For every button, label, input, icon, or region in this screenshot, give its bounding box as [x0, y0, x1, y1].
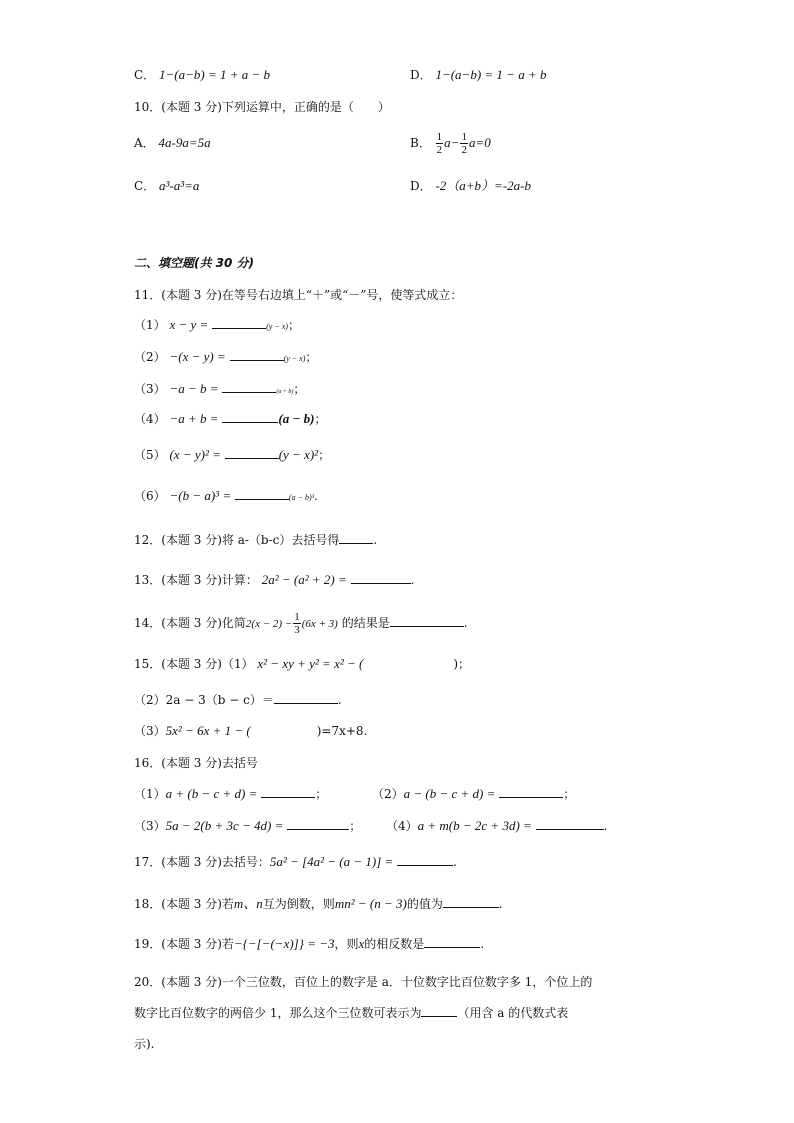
q11-stem: 11．(本题 3 分)在等号右边填上“＋”或“－”号，使等式成立： [134, 288, 463, 302]
answer-blank[interactable] [212, 316, 266, 329]
fraction: $\frac{1}{2}$ [436, 131, 443, 156]
q16-stem: 16．(本题 3 分)去括号 [134, 756, 258, 770]
prev-option-c: C． 1−(a−b) = 1 + a − b [134, 67, 271, 82]
section-heading: 二、填空题(共 30 分) [134, 256, 255, 270]
answer-blank[interactable] [225, 446, 279, 459]
answer-blank[interactable] [222, 380, 276, 393]
q12: 12．(本题 3 分)将 a-（b-c）去括号得 . [134, 533, 378, 547]
q13: 13．(本题 3 分)计算： 2a² − (a² + 2) = . [134, 572, 415, 587]
answer-blank[interactable] [536, 817, 604, 830]
answer-blank[interactable] [287, 817, 349, 830]
answer-blank[interactable] [339, 531, 373, 544]
answer-blank[interactable] [443, 895, 499, 908]
q11-item-4: （4） −a + b = (a − b)； [134, 411, 327, 426]
answer-blank[interactable] [424, 935, 480, 948]
q15-part-1: 15．(本题 3 分)（1） x² − xy + y² = x² − ( )； [134, 656, 471, 671]
prev-option-d-expr: 1−(a−b) = 1 − a + b [435, 67, 547, 82]
q15-part-3: （3）5x² − 6x + 1 − ( )=7x+8. [134, 723, 368, 738]
q10-option-c: C． a³-a³=a [134, 178, 200, 193]
q11-item-6: （6） −(b − a)³ = (a − b)³. [134, 488, 318, 503]
q11-item-5: （5） (x − y)² = (y − x)²； [134, 447, 331, 462]
answer-blank[interactable] [235, 487, 289, 500]
fraction: $\frac{1}{2}$ [461, 131, 467, 156]
prev-option-d: D． 1−(a−b) = 1 − a + b [410, 67, 547, 82]
answer-blank[interactable] [222, 410, 278, 423]
q10-option-b: B． $\frac{1}{2}$ a− $\frac{1}{2}$ a=0 [410, 131, 491, 156]
answer-blank[interactable] [397, 853, 453, 866]
q11-item-2: （2） −(x − y) = (y − x)； [134, 349, 318, 364]
q18: 18．(本题 3 分)若m、n互为倒数，则mn² − (n − 3)的值为 . [134, 896, 503, 911]
q16-item-4: （4）a + m(b − 2c + 3d) = . [386, 818, 608, 833]
q11-item-3: （3） −a − b = (a + b)； [134, 381, 306, 396]
q15-part-2: （2）2a − 3（b − c）＝ . [134, 693, 342, 707]
q10-option-a: A． 4a-9a=5a [134, 135, 211, 150]
q19: 19．(本题 3 分)若−{−[−(−x)]} = −3，则x的相反数是 . [134, 936, 485, 951]
q10-stem: 10．(本题 3 分)下列运算中，正确的是（ ） [134, 100, 390, 114]
answer-blank[interactable] [230, 348, 284, 361]
answer-blank[interactable] [274, 691, 338, 704]
q16-item-3: （3）5a − 2(b + 3c − 4d) = ； [134, 818, 362, 833]
q11-item-1: （1） x − y = (y − x)； [134, 317, 300, 332]
q14: 14．(本题 3 分)化简2(x − 2) − $\frac{1}{3}$ (6x + 3) 的结果是 . [134, 611, 468, 636]
fraction: $\frac{1}{3}$ [294, 611, 300, 636]
q20-line-2: 数字比百位数字的两倍少 1，那么这个三位数可表示为 （用含 a 的代数式表 [134, 1006, 569, 1020]
q20-line-1: 20．(本题 3 分)一个三位数，百位上的数字是 a．十位数字比百位数字多 1，个位上的 [134, 975, 593, 989]
prev-option-c-expr: 1−(a−b) = 1 + a − b [159, 67, 271, 82]
answer-blank[interactable] [390, 614, 464, 627]
answer-blank[interactable] [351, 571, 411, 584]
q20-line-3: 示). [134, 1037, 155, 1051]
q16-item-2: （2）a − (b − c + d) = ； [372, 786, 576, 801]
q16-item-1: （1）a + (b − c + d) = ； [134, 786, 328, 801]
q17: 17．(本题 3 分)去括号：5a² − [4a² − (a − 1)] = . [134, 854, 457, 869]
answer-blank[interactable] [499, 785, 563, 798]
answer-blank[interactable] [421, 1004, 457, 1017]
answer-blank[interactable] [261, 785, 315, 798]
q10-option-d: D． -2（a+b）=-2a-b [410, 178, 531, 193]
